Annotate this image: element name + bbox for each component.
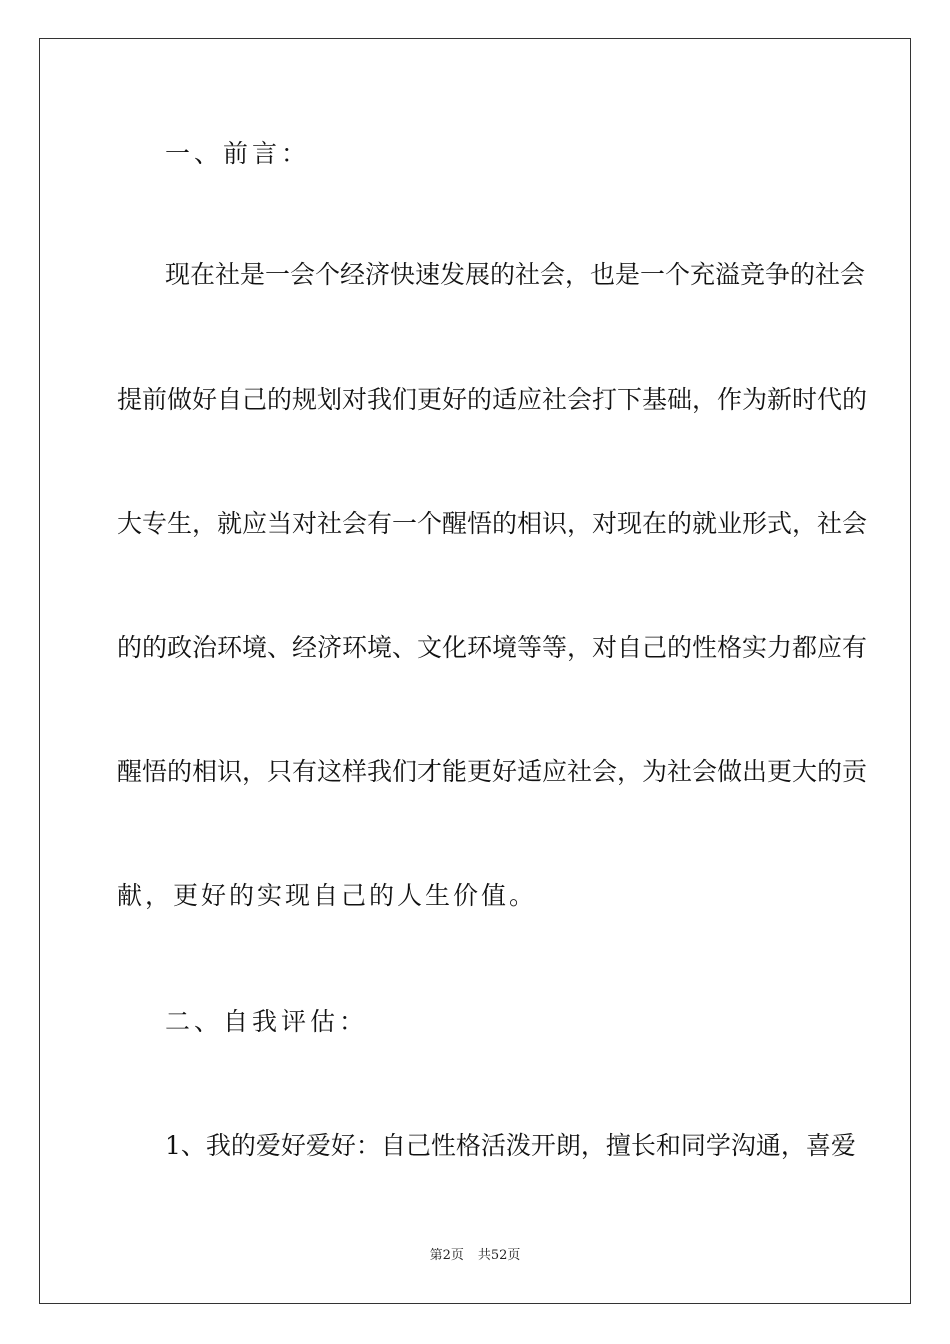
paragraph-line: 现在社是一会个经济快速发展的社会，也是一个充溢竞争的社会 <box>165 260 866 289</box>
paragraph-line: 醒悟的相识，只有这样我们才能更好适应社会，为社会做出更大的贡 <box>117 757 868 786</box>
paragraph-line: 的的政治环境、经济环境、文化环境等等，对自己的性格实力都应有 <box>117 633 868 662</box>
paragraph-line: 1、我的爱好爱好：自己性格活泼开朗，擅长和同学沟通，喜爱 <box>165 1131 856 1160</box>
page-number: 第2页 <box>429 1248 464 1263</box>
paragraph-line: 献，更好的实现自己的人生价值。 <box>117 881 538 910</box>
page-total: 共52页 <box>477 1248 521 1263</box>
section-heading-self-assessment: 二、自我评估： <box>165 1007 369 1036</box>
page-footer <box>0 1248 950 1264</box>
paragraph-line: 大专生，就应当对社会有一个醒悟的相识，对现在的就业形式，社会 <box>117 509 868 538</box>
page-frame <box>39 38 911 1304</box>
paragraph-line: 提前做好自己的规划对我们更好的适应社会打下基础，作为新时代的 <box>117 385 868 414</box>
section-heading-preface: 一、前言： <box>165 139 311 168</box>
